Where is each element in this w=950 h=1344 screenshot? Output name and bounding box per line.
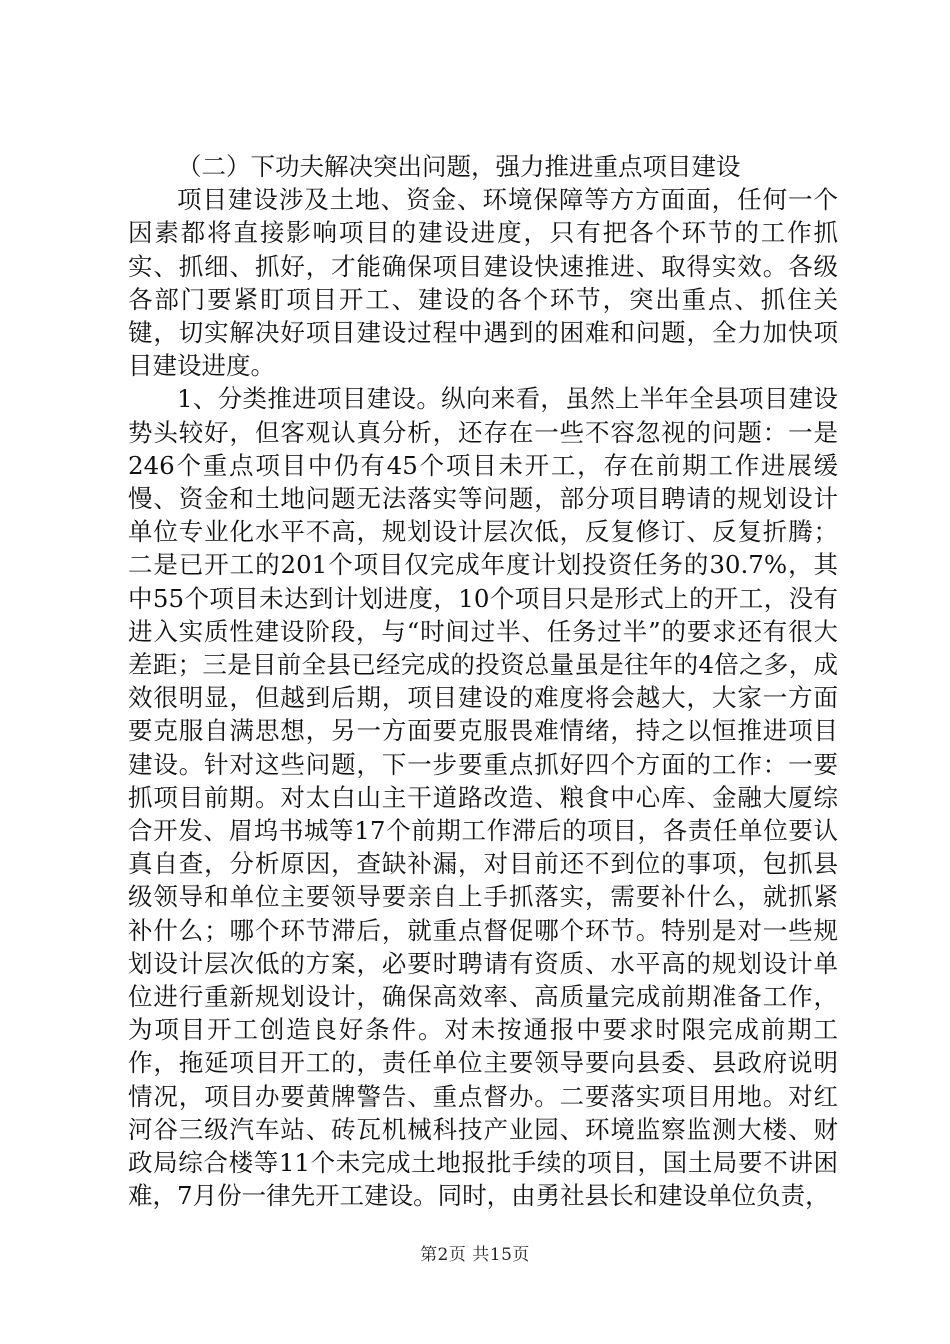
paragraph-intro: 项目建设涉及土地、资金、环境保障等方方面面，任何一个因素都将直接影响项目的建设进度，只有把各个环节的工作抓实、抓细、抓好，才能确保项目建设快速推进、取得实效。各级各部门要紧盯项目开工、建设的各个环节，突出重点、抓住关键，切实解决好项目建设过程中遇到的困难和问题，全力加快项目建设进度。 [128,185,838,381]
page-number: 第2页 共15页 [420,1245,530,1265]
document-body [128,150,838,1213]
paragraph-item-1: 1、分类推进项目建设。纵向来看，虽然上半年全县项目建设势头较好，但客观认真分析，还存在一些不容忽视的问题：一是246个重点项目中仍有45个项目未开工，存在前期工作进展缓慢、资金和土地问题无法落实等问题，部分项目聘请的规划设计单位专业化水平不高，规划设计层次低，反复修订、反复折腾；二是已开工的201个项目仅完成年度计划投资任务的30.7%，其中55个项目未达到计划进度，10个项目只是形式上的开工，没有进入实质性建设阶段，与“时间过半、任务过半”的要求还有很大差距；三是目前全县已经完成的投资总量虽是往年的4倍之多，成效很明显，但越到后期，项目建设的难度将会越大，大家一方面要克服自满思想，另一方面要克服畏难情绪，持之以恒推进项目建设。针对这些问题，下一步要重点抓好四个方面的工作：一要抓项目前期。对太白山主干道路改造、粮食中心库、金融大厦综合开发、眉坞书城等17个前期工作滞后的项目，各责任单位要认真自查，分析原因，查缺补漏，对目前还不到位的事项，包抓县级领导和单位主要领导要亲自上手抓落实，需要补什么，就抓紧补什么；哪个环节滞后，就重点督促哪个环节。特别是对一些规划设计层次低的方案，必要时聘请有资质、水平高的规划设计单位进行重新规划设计，确保高效率、高质量完成前期准备工作，为项目开工创造良好条件。对未按通报中要求时限完成前期工作，拖延项目开工的，责任单位主要领导要向县委、县政府说明情况，项目办要黄牌警告、重点督办。二要落实项目用地。对红河谷三级汽车站、砖瓦机械科技产业园、环境监察监测大楼、财政局综合楼等11个未完成土地报批手续的项目，国土局要不讲困难，7月份一律先开工建设。同时，由勇社县长和建设单位负责， [128,384,838,1211]
section-heading: （二）下功夫解决突出问题，强力推进重点项目建设 [177,152,741,181]
